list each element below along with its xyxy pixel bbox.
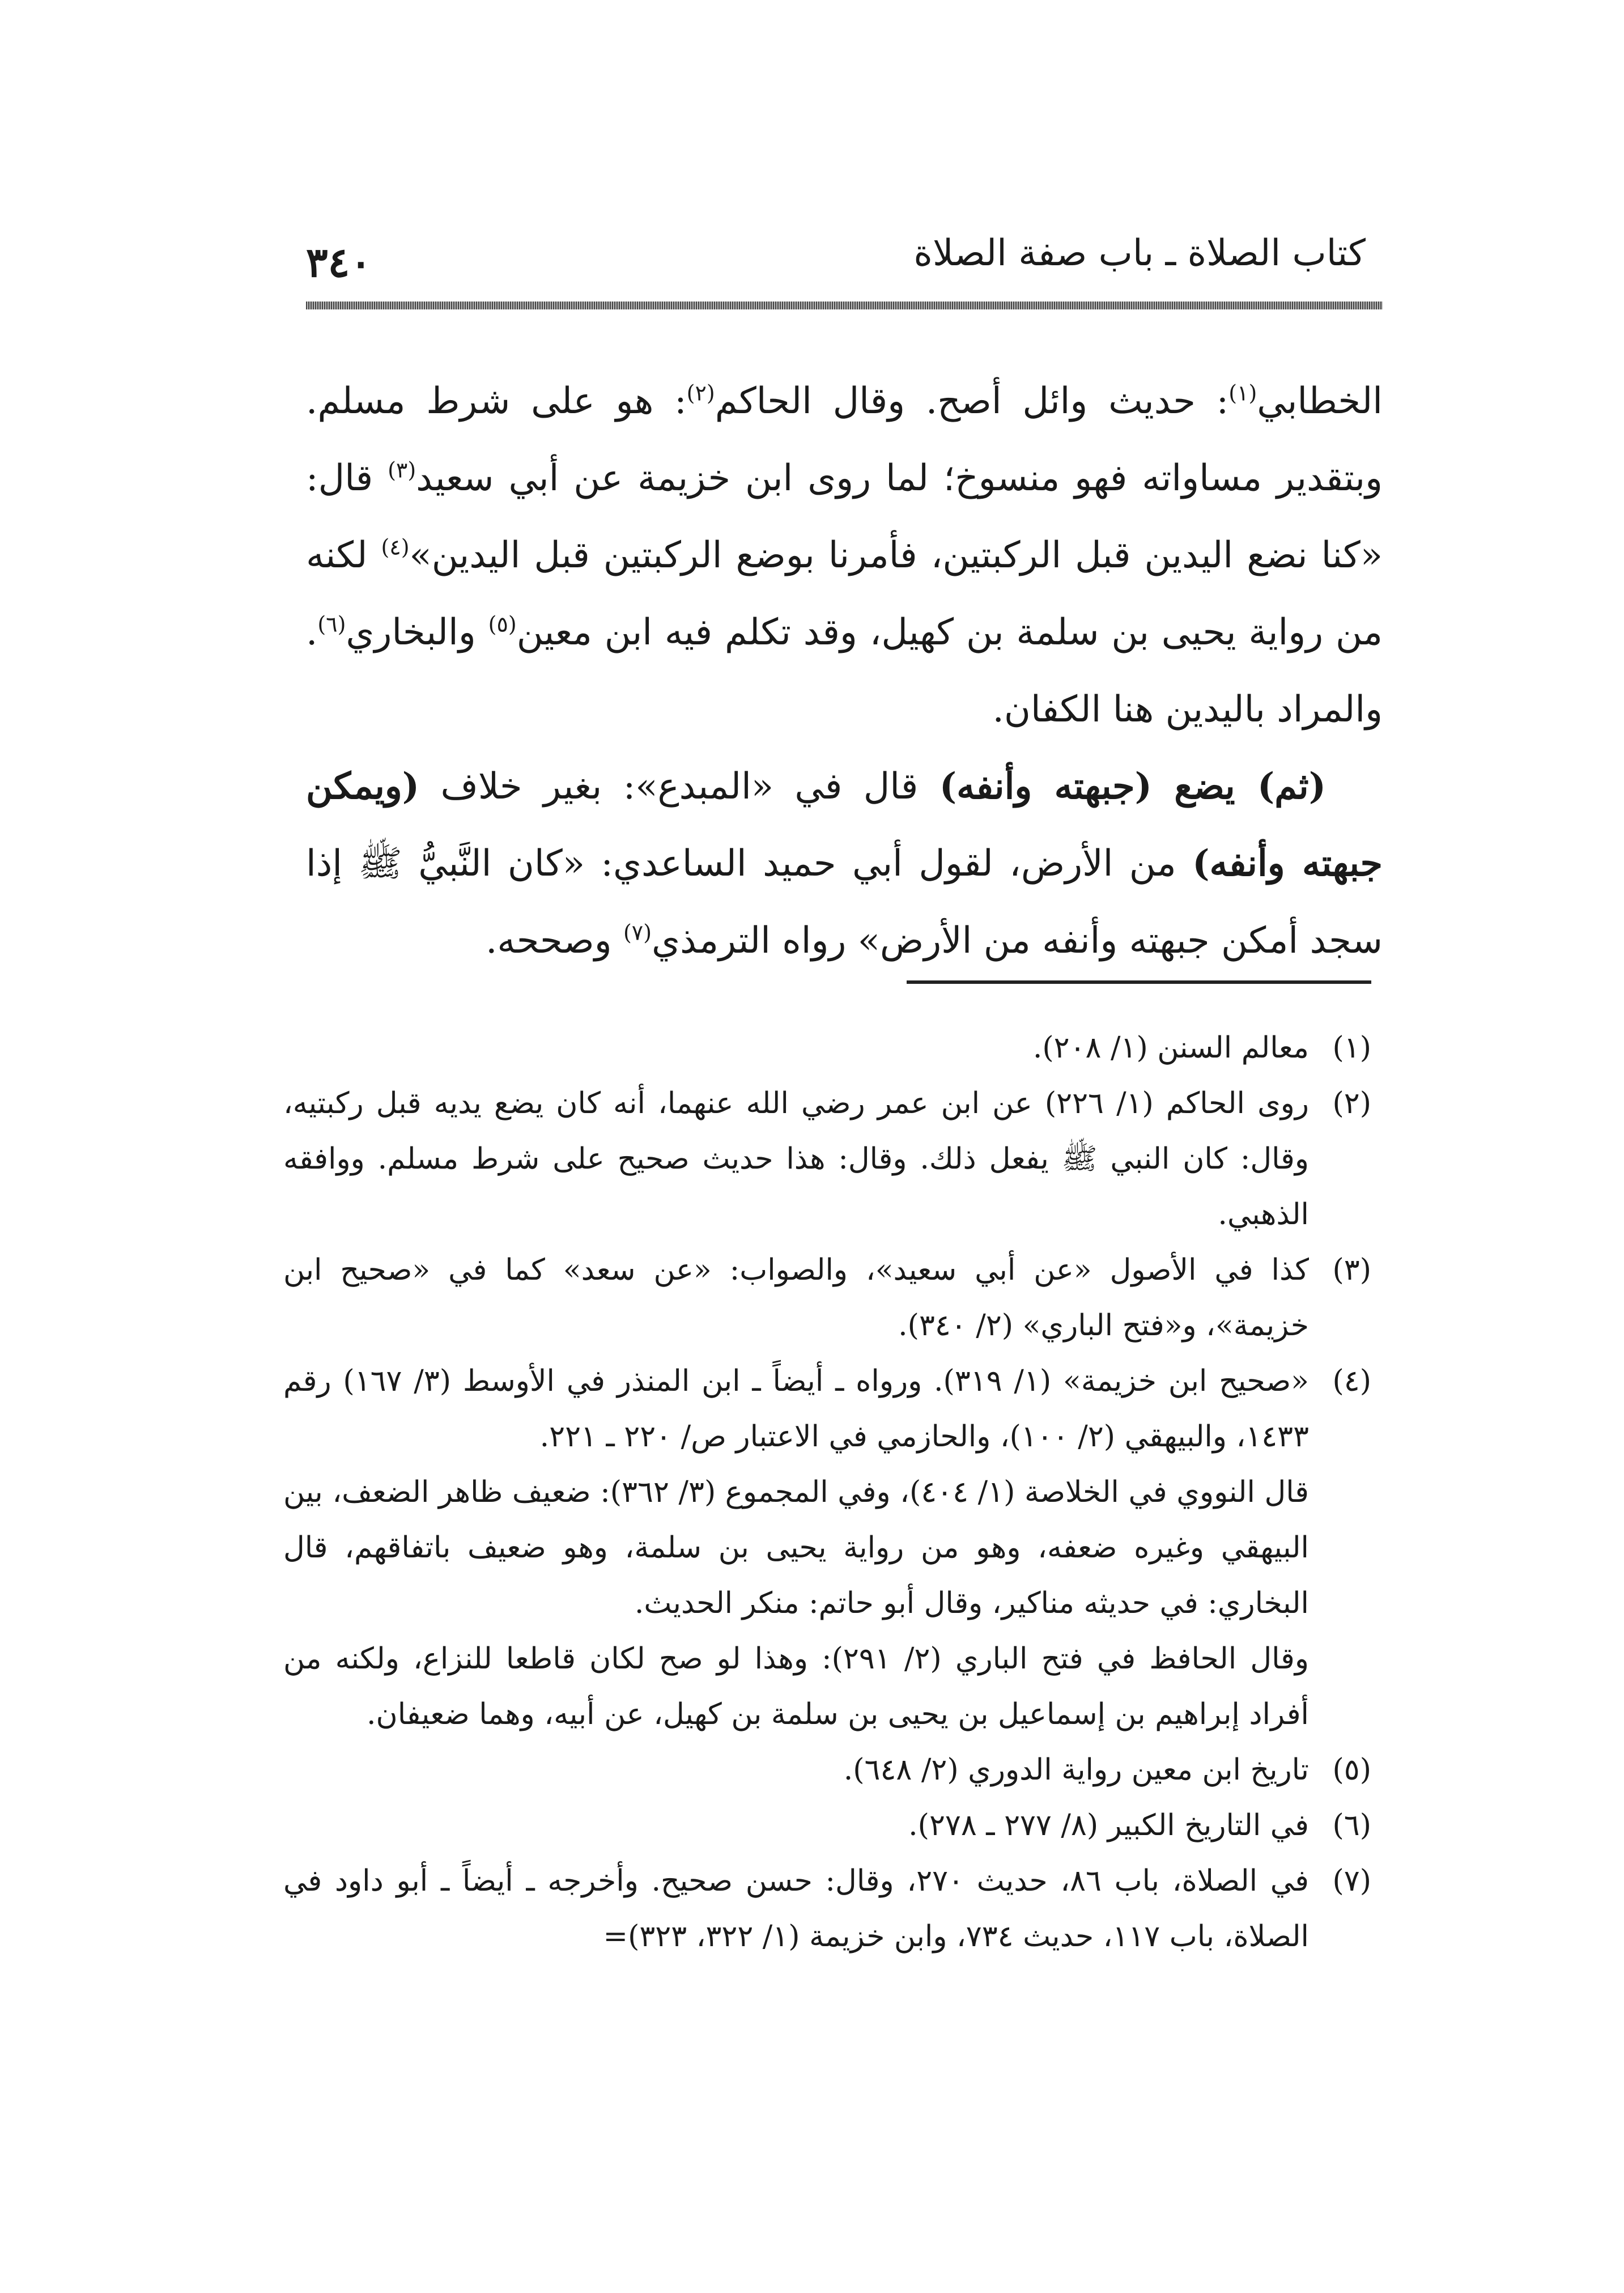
text-span: والبخاري [346,612,488,653]
footnotes [283,1020,1383,1964]
footnote-number: (٣) [1332,1253,1371,1287]
footnote-line: روى الحاكم (١/ ٢٢٦) عن ابن عمر رضي الله عنهما، أنه كان يضع يديه قبل ركبتيه، وقال: كان النبي ﷺ يفعل ذلك. وقال: هذا حديث صحيح على شرط مسلم. ووافقه الذهبي. [283,1086,1309,1232]
matn-text: (ثم) يضع (جبهته وأنفه) [939,765,1326,808]
paragraph-2 [306,748,1383,979]
header-rule [306,302,1383,309]
footnote-line: في التاريخ الكبير (٨/ ٢٧٧ ـ ٢٧٨). [908,1808,1309,1842]
text-span: الخطابي [1257,380,1383,422]
footnote-3 [283,1242,1383,1353]
text-span: : حديث وائل أصح. وقال الحاكم [715,380,1229,422]
text-span: من الأرض، لقول أبي حميد الساعدي: «كان النَّبيُّ ﷺ إذا سجد أمكن جبهته وأنفه من الأرض» رواه الترمذي [306,843,1383,962]
footnote-number: (٢) [1332,1086,1371,1120]
footnote-ref-4: (٤) [381,534,410,560]
text-span: : هو على شرط مسلم. وبتقدير مساواته فهو منسوخ؛ لما روى ابن خزيمة عن أبي سعيد [306,380,1383,499]
footnote-line: قال النووي في الخلاصة (١/ ٤٠٤)، وفي المجموع (٣/ ٣٦٢): ضعيف ظاهر الضعف، بين البيهقي وغيره ضعفه، وهو من رواية يحيى بن سلمة، وهو ضعيف باتفاقهم، قال البخاري: في حديثه مناكير، وقال أبو حاتم: منكر الحديث. [283,1475,1309,1620]
footnote-body [283,1242,1309,1353]
footnote-ref-3: (٣) [388,457,416,483]
paragraph-1 [306,363,1383,748]
running-title: كتاب الصلاة ـ باب صفة الصلاة [913,232,1366,274]
text-span: . والمراد باليدين هنا الكفان. [306,612,1383,731]
text-span: قال: «كنا نضع اليدين قبل الركبتين، فأمرنا بوضع الركبتين قبل اليدين» [306,457,1383,576]
footnote-line: كذا في الأصول «عن أبي سعيد»، والصواب: «عن سعد» كما في «صحيح ابن خزيمة»، و«فتح الباري» (٢/ ٣٤٠). [283,1253,1309,1343]
page-header [306,232,1383,300]
footnote-body [283,1076,1309,1242]
footnote-line: «صحيح ابن خزيمة» (١/ ٣١٩). ورواه ـ أيضاً ـ ابن المنذر في الأوسط (٣/ ١٦٧) رقم ١٤٣٣، والبيهقي (٢/ ١٠٠)، والحازمي في الاعتبار ص/ ٢٢٠ ـ ٢٢١. [283,1364,1309,1454]
footnote-separator [907,980,1371,984]
text-span: وصححه. [486,920,623,962]
footnote-1 [283,1020,1383,1076]
footnote-number: (٤) [1332,1364,1371,1398]
footnote-ref-5: (٥) [488,612,517,637]
footnote-ref-6: (٦) [317,612,346,637]
footnote-number: (٦) [1332,1808,1371,1842]
footnote-ref-2: (٢) [686,380,715,406]
main-text [306,363,1383,979]
footnote-line: معالم السنن (١/ ٢٠٨). [1032,1031,1309,1065]
text-span: قال في «المبدع»: بغير خلاف [419,766,939,808]
footnote-body [283,1020,1309,1076]
footnote-7 [283,1853,1383,1964]
footnote-line: تاريخ ابن معين رواية الدوري (٢/ ٦٤٨). [843,1753,1309,1787]
footnote-number: (٧) [1332,1864,1371,1898]
footnote-body [283,1853,1309,1964]
footnote-2 [283,1076,1383,1242]
footnote-4 [283,1353,1383,1742]
page-number: ٣٤٠ [306,238,372,286]
matn-text: (ويمكن جبهته وأنفه) [306,765,1383,885]
footnote-number: (٥) [1332,1753,1371,1787]
text-span: لكنه من رواية يحيى بن سلمة بن كهيل، وقد تكلم فيه ابن معين [306,534,1383,653]
footnote-body [283,1742,1309,1798]
footnote-line: وقال الحافظ في فتح الباري (٢/ ٢٩١): وهذا لو صح لكان قاطعا للنزاع، ولكنه من أفراد إبراهيم بن إسماعيل بن يحيى بن سلمة بن كهيل، عن أبيه، وهما ضعيفان. [283,1642,1309,1731]
footnote-5 [283,1742,1383,1798]
footnote-body [283,1353,1309,1742]
footnote-6 [283,1798,1383,1853]
footnote-number: (١) [1332,1031,1371,1065]
footnote-line: في الصلاة، باب ٨٦، حديث ٢٧٠، وقال: حسن صحيح. وأخرجه ـ أيضاً ـ أبو داود في الصلاة، باب ١١٧، حديث ٧٣٤، وابن خزيمة (١/ ٣٢٢، ٣٢٣)= [283,1864,1309,1954]
footnote-ref-1: (١) [1228,380,1257,406]
footnote-body [283,1798,1309,1853]
footnote-ref-7: (٧) [623,920,652,945]
